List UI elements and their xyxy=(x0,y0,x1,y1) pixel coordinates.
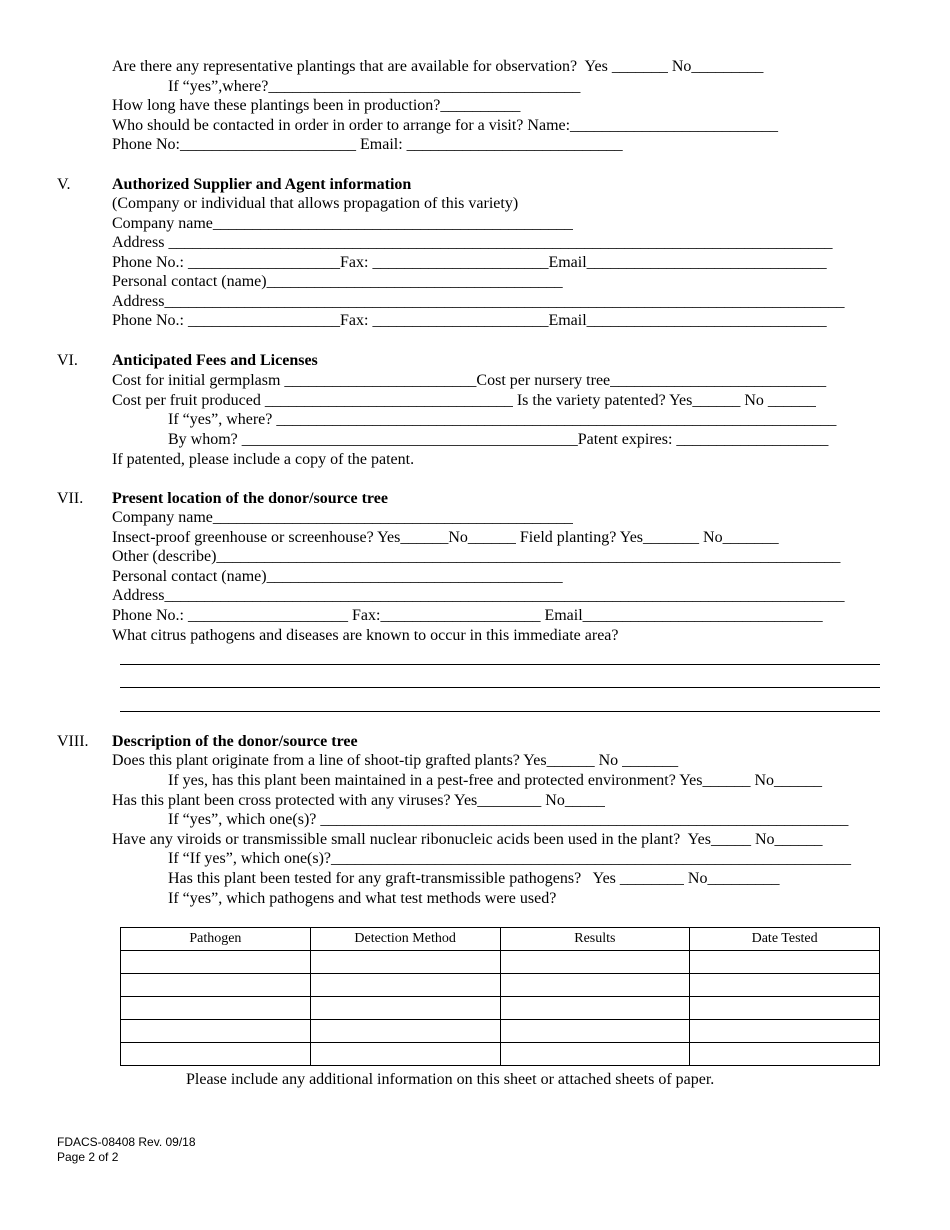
table-row xyxy=(121,974,880,997)
supplier-company-name-field[interactable]: Company name_____________________________________________ xyxy=(112,215,573,232)
table-cell[interactable] xyxy=(310,1043,500,1066)
pathogens-answer-line-3[interactable] xyxy=(120,711,880,712)
table-row xyxy=(121,951,880,974)
table-cell[interactable] xyxy=(121,1020,311,1043)
table-row xyxy=(121,1043,880,1066)
agent-address-field[interactable]: Address_____________________________________________________________________________________ xyxy=(112,293,845,310)
section-vi-title: Anticipated Fees and Licenses xyxy=(112,352,318,369)
header-pathogen: Pathogen xyxy=(121,928,311,951)
additional-info-note: Please include any additional information on this sheet or attached sheets of paper. xyxy=(186,1071,715,1088)
table-cell[interactable] xyxy=(310,997,500,1020)
table-cell[interactable] xyxy=(690,1020,880,1043)
observation-plantings-question: Are there any representative plantings that are available for observation? Yes _______ No_________ xyxy=(112,58,764,75)
pathogens-test-methods-question: If “yes”, which pathogens and what test methods were used? xyxy=(168,890,557,907)
pathogens-answer-line-1[interactable] xyxy=(120,664,880,665)
germplasm-nursery-cost-field[interactable]: Cost for initial germplasm ________________________Cost per nursery tree___________________________ xyxy=(112,372,827,389)
table-cell[interactable] xyxy=(310,1020,500,1043)
which-viruses-field[interactable]: If “yes”, which one(s)? __________________________________________________________________ xyxy=(168,811,849,828)
form-number: FDACS-08408 Rev. 09/18 xyxy=(57,1135,196,1149)
supplier-address-field[interactable]: Address ___________________________________________________________________________________ xyxy=(112,234,833,251)
table-header-row xyxy=(121,928,880,951)
section-viii-title: Description of the donor/source tree xyxy=(112,733,358,750)
location-address-field[interactable]: Address_____________________________________________________________________________________ xyxy=(112,587,845,604)
table-cell[interactable] xyxy=(121,951,311,974)
table-cell[interactable] xyxy=(500,1043,690,1066)
table-cell[interactable] xyxy=(121,974,311,997)
pathogens-area-question: What citrus pathogens and diseases are known to occur in this immediate area? xyxy=(112,627,619,644)
greenhouse-field-planting-field[interactable]: Insect-proof greenhouse or screenhouse? Yes______No______ Field planting? Yes_______ No_______ xyxy=(112,529,779,546)
other-describe-field[interactable]: Other (describe)______________________________________________________________________________ xyxy=(112,548,841,565)
pathogens-answer-line-2[interactable] xyxy=(120,687,880,688)
table-cell[interactable] xyxy=(500,974,690,997)
section-viii-number: VIII. xyxy=(57,733,89,750)
section-v-subtitle: (Company or individual that allows propagation of this variety) xyxy=(112,195,519,212)
shoot-tip-grafted-field[interactable]: Does this plant originate from a line of shoot-tip grafted plants? Yes______ No _______ xyxy=(112,752,679,769)
patent-copy-note: If patented, please include a copy of the patent. xyxy=(112,451,415,468)
cross-protected-viruses-field[interactable]: Has this plant been cross protected with any viruses? Yes________ No_____ xyxy=(112,792,605,809)
table-cell[interactable] xyxy=(500,997,690,1020)
supplier-personal-contact-field[interactable]: Personal contact (name)_____________________________________ xyxy=(112,273,563,290)
table-cell[interactable] xyxy=(121,1043,311,1066)
table-cell[interactable] xyxy=(690,974,880,997)
header-date-tested: Date Tested xyxy=(690,928,880,951)
graft-transmissible-tested-field[interactable]: Has this plant been tested for any graft-transmissible pathogens? Yes ________ No_________ xyxy=(168,870,780,887)
location-company-name-field[interactable]: Company name_____________________________________________ xyxy=(112,509,573,526)
patent-by-whom-expires-field[interactable]: By whom? __________________________________________Patent expires: ___________________ xyxy=(168,431,829,448)
table-cell[interactable] xyxy=(690,997,880,1020)
section-vi-number: VI. xyxy=(57,352,78,369)
production-duration-field[interactable]: How long have these plantings been in production?__________ xyxy=(112,97,521,114)
table-cell[interactable] xyxy=(121,997,311,1020)
patent-where-field[interactable]: If “yes”, where? ______________________________________________________________________ xyxy=(168,411,837,428)
page-number: Page 2 of 2 xyxy=(57,1150,119,1164)
viroids-used-field[interactable]: Have any viroids or transmissible small nuclear ribonucleic acids been used in the plant? Yes_____ No______ xyxy=(112,831,823,848)
section-vii-title: Present location of the donor/source tree xyxy=(112,490,388,507)
header-results: Results xyxy=(500,928,690,951)
pest-free-environment-field[interactable]: If yes, has this plant been maintained in a pest-free and protected environment? Yes______ No______ xyxy=(168,772,823,789)
table-cell[interactable] xyxy=(690,1043,880,1066)
visit-contact-phone-email-field[interactable]: Phone No:______________________ Email: ___________________________ xyxy=(112,136,623,153)
table-row xyxy=(121,1020,880,1043)
table-cell[interactable] xyxy=(500,1020,690,1043)
location-personal-contact-field[interactable]: Personal contact (name)_____________________________________ xyxy=(112,568,563,585)
table-cell[interactable] xyxy=(310,974,500,997)
visit-contact-name-field[interactable]: Who should be contacted in order in order to arrange for a visit? Name:__________________________ xyxy=(112,117,779,134)
header-detection-method: Detection Method xyxy=(310,928,500,951)
table-row xyxy=(121,997,880,1020)
fruit-cost-patented-field[interactable]: Cost per fruit produced _______________________________ Is the variety patented? Yes______ No ______ xyxy=(112,392,816,409)
pathogen-test-table xyxy=(120,927,880,1066)
agent-phone-fax-email-field[interactable]: Phone No.: ___________________Fax: ______________________Email______________________________ xyxy=(112,312,827,329)
supplier-phone-fax-email-field[interactable]: Phone No.: ___________________Fax: ______________________Email______________________________ xyxy=(112,254,827,271)
table-cell[interactable] xyxy=(690,951,880,974)
location-phone-fax-email-field[interactable]: Phone No.: ____________________ Fax:____________________ Email______________________________ xyxy=(112,607,823,624)
observation-where-field[interactable]: If “yes”,where?_______________________________________ xyxy=(168,78,581,95)
table-cell[interactable] xyxy=(500,951,690,974)
section-vii-number: VII. xyxy=(57,490,84,507)
which-viroids-field[interactable]: If “If yes”, which one(s)?_________________________________________________________________ xyxy=(168,850,852,867)
table-cell[interactable] xyxy=(310,951,500,974)
section-v-title: Authorized Supplier and Agent information xyxy=(112,176,412,193)
section-v-number: V. xyxy=(57,176,71,193)
